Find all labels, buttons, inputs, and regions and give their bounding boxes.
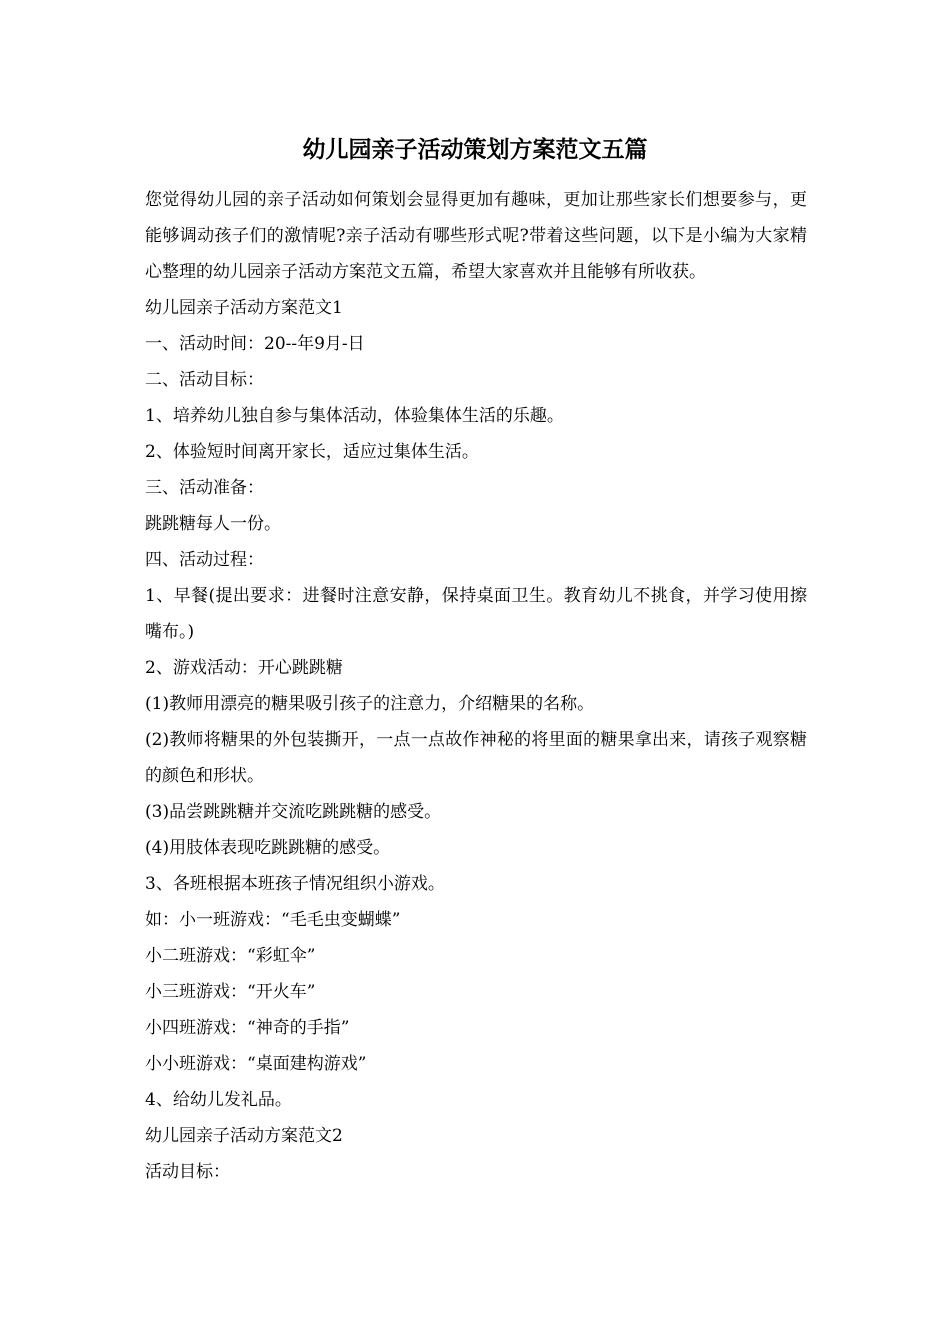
activity-process-heading: 四、活动过程： bbox=[145, 550, 264, 570]
class-game-5: 小小班游戏：“桌面建构游戏” bbox=[145, 1054, 367, 1074]
activity-goals-heading-2: 活动目标： bbox=[145, 1162, 230, 1182]
process-item-3: 3、各班根据本班孩子情况组织小游戏。 bbox=[145, 874, 445, 894]
goal-item-1: 1、培养幼儿独自参与集体活动，体验集体生活的乐趣。 bbox=[145, 406, 564, 426]
activity-prep-heading: 三、活动准备： bbox=[145, 478, 264, 498]
class-game-1: 如：小一班游戏：“毛毛虫变蝴蝶” bbox=[145, 910, 401, 930]
activity-goals-heading: 二、活动目标： bbox=[145, 370, 264, 390]
activity-time: 一、活动时间：20--年9月-日 bbox=[145, 334, 365, 354]
section-heading-1: 幼儿园亲子活动方案范文1 bbox=[145, 298, 343, 318]
class-game-4: 小四班游戏：“神奇的手指” bbox=[145, 1018, 350, 1038]
goal-item-2: 2、体验短时间离开家长，适应过集体生活。 bbox=[145, 442, 479, 462]
intro-paragraph: 您觉得幼儿园的亲子活动如何策划会显得更加有趣味，更加让那些家长们想要参与，更能够调动孩子们的激情呢?亲子活动有哪些形式呢?带着这些问题，以下是小编为大家精心整理的幼儿园亲子活动方案范文五篇，希望大家喜欢并且能够有所收获。 bbox=[145, 190, 807, 282]
class-game-2: 小二班游戏：“彩虹伞” bbox=[145, 946, 316, 966]
process-subitem-1: (1)教师用漂亮的糖果吸引孩子的注意力，介绍糖果的名称。 bbox=[145, 694, 595, 714]
section-heading-2: 幼儿园亲子活动方案范文2 bbox=[145, 1126, 343, 1146]
process-subitem-2: (2)教师将糖果的外包装撕开，一点一点故作神秘的将里面的糖果拿出来，请孩子观察糖的颜色和形状。 bbox=[145, 730, 807, 786]
document-body bbox=[145, 182, 807, 1190]
process-item-2: 2、游戏活动：开心跳跳糖 bbox=[145, 658, 343, 678]
process-subitem-4: (4)用肢体表现吃跳跳糖的感受。 bbox=[145, 838, 391, 858]
process-subitem-3: (3)品尝跳跳糖并交流吃跳跳糖的感受。 bbox=[145, 802, 442, 822]
process-item-4: 4、给幼儿发礼品。 bbox=[145, 1090, 292, 1110]
process-item-1: 1、早餐(提出要求：进餐时注意安静，保持桌面卫生。教育幼儿不挑食，并学习使用擦嘴布。) bbox=[145, 586, 807, 642]
document-title: 幼儿园亲子活动策划方案范文五篇 bbox=[302, 137, 648, 163]
activity-prep-text: 跳跳糖每人一份。 bbox=[145, 514, 281, 534]
class-game-3: 小三班游戏：“开火车” bbox=[145, 982, 316, 1002]
